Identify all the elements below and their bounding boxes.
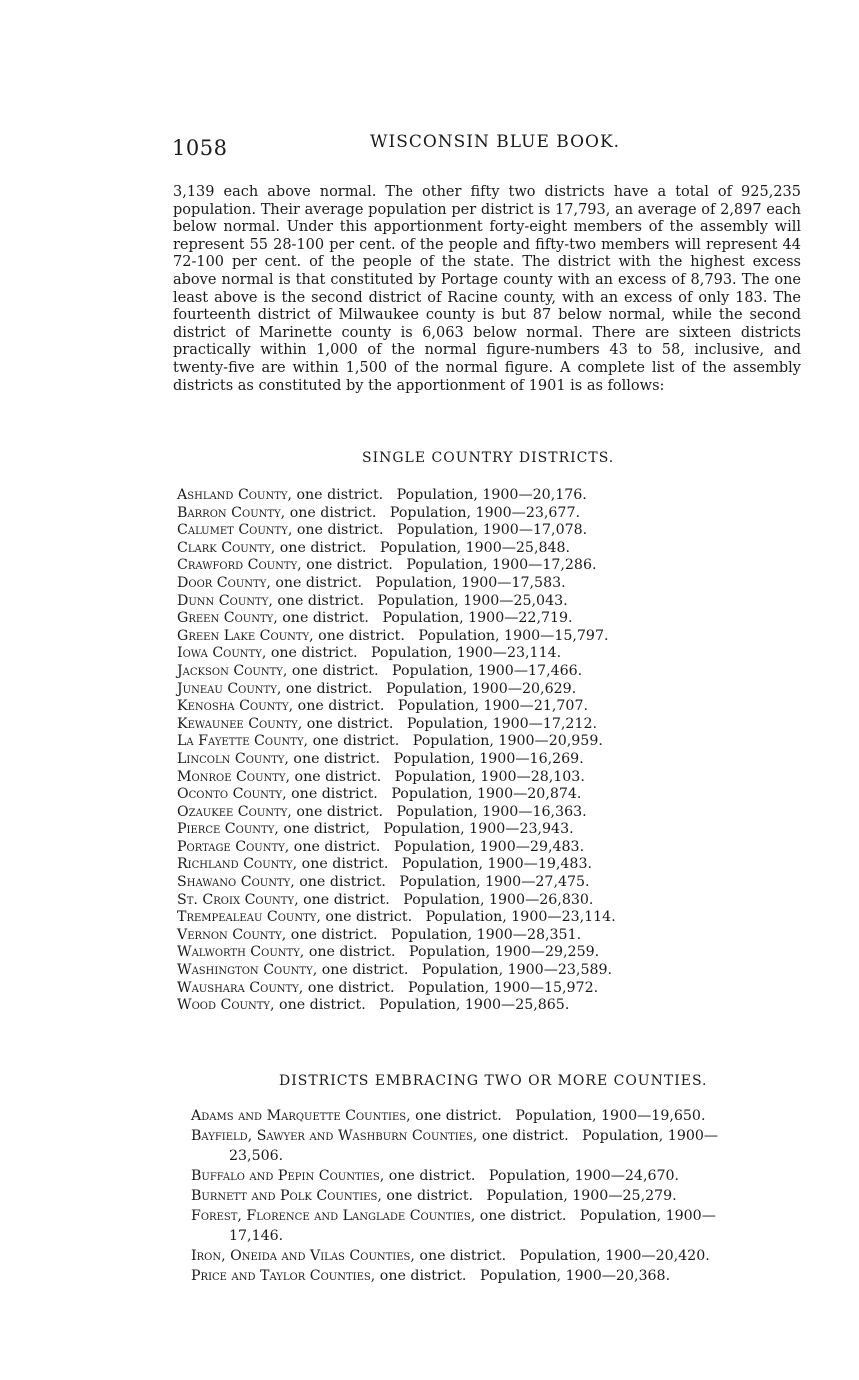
district-population: one district. Population, 1900—17,212. — [302, 715, 598, 732]
district-entry — [177, 505, 616, 523]
district-population: 17,146. — [229, 1228, 284, 1244]
county-name: Price and Taylor Counties, — [191, 1268, 376, 1284]
county-name: Juneau County, — [177, 680, 282, 697]
district-entry — [177, 927, 616, 945]
district-entry — [177, 593, 616, 611]
county-name: Clark County, — [177, 539, 276, 556]
district-population: one district. Population, 1900—28,103. — [290, 768, 585, 785]
county-name: Monroe County, — [177, 768, 291, 785]
district-population: one district. Population, 1900—23,114. — [320, 909, 616, 926]
district-population: one district. Population, 1900—21,707. — [293, 698, 588, 715]
district-entry — [177, 540, 616, 558]
district-entry — [177, 909, 616, 927]
district-population: one district. Population, 1900—17,466. — [287, 662, 583, 679]
district-population: one district. Population, 1900—23,677. — [285, 504, 581, 521]
county-name: Barron County, — [177, 504, 286, 521]
multi-districts-heading: DISTRICTS EMBRACING TWO OR MORE COUNTIES. — [279, 1073, 708, 1089]
county-name: Washington County, — [177, 962, 318, 979]
county-name: Green Lake County, — [177, 627, 314, 644]
district-population: one district. Population, 1900—16,363. — [291, 803, 587, 820]
district-entry — [177, 786, 616, 804]
county-name: Forest, Florence and Langlade Counties, — [191, 1208, 476, 1224]
district-population: one district. Population, 1900—15,972. — [303, 979, 599, 996]
county-name: Walworth County, — [177, 944, 305, 961]
district-entry — [177, 839, 616, 857]
district-entry — [191, 1106, 718, 1126]
county-name: Waushara County, — [177, 979, 304, 996]
district-entry — [177, 733, 616, 751]
district-population: one district. Population, 1900—29,483. — [289, 838, 585, 855]
district-entry — [191, 1246, 718, 1266]
district-entry — [177, 487, 616, 505]
district-entry — [177, 944, 616, 962]
district-population: one district, Population, 1900—23,943. — [278, 821, 574, 838]
county-name: Bayfield, Sawyer and Washburn Counties, — [191, 1128, 478, 1144]
district-population: one district. Population, 1900—22,719. — [277, 610, 573, 627]
county-name: Green County, — [177, 610, 278, 627]
county-name: Calumet County, — [177, 522, 293, 539]
district-population: one district. Population, 1900—16,269. — [288, 750, 584, 767]
district-entry — [177, 557, 616, 575]
county-name: Richland County, — [177, 856, 298, 873]
district-population: one district. Population, 1900—17,583. — [270, 574, 566, 591]
county-name: Pierce County, — [177, 821, 279, 838]
district-entry — [177, 962, 616, 980]
district-population: one district. Population, 1900—17,078. — [292, 522, 588, 539]
district-population: one district. Population, 1900—20,420. — [414, 1248, 710, 1264]
district-population: one district. Population, 1900— — [477, 1128, 719, 1144]
county-name: Kewaunee County, — [177, 715, 303, 732]
district-entry — [177, 681, 616, 699]
district-population: one district. Population, 1900— — [475, 1208, 716, 1224]
district-population: one district. Population, 1900—20,629. — [281, 680, 577, 697]
district-entry — [177, 610, 616, 628]
district-entry — [191, 1186, 718, 1206]
district-population: one district. Population, 1900—28,351. — [286, 926, 582, 943]
district-entry — [177, 716, 616, 734]
district-population: one district. Population, 1900—20,959. — [308, 733, 603, 750]
district-entry — [177, 980, 616, 998]
running-title: WISCONSIN BLUE BOOK. — [370, 132, 621, 152]
county-name: Wood County, — [177, 997, 275, 1014]
district-population: one district. Population, 1900—24,670. — [384, 1168, 680, 1184]
district-population: one district. Population, 1900—26,830. — [298, 891, 594, 908]
single-districts-heading: SINGLE COUNTRY DISTRICTS. — [362, 450, 615, 466]
district-entry — [177, 892, 616, 910]
district-population: 23,506. — [229, 1148, 284, 1164]
district-population: one district. Population, 1900—27,475. — [294, 874, 590, 891]
county-name: Iron, Oneida and Vilas Counties, — [191, 1248, 415, 1264]
page-header — [172, 132, 812, 162]
county-name: Trempealeau County, — [177, 909, 321, 926]
county-name: Lincoln County, — [177, 750, 289, 767]
county-name: Oconto County, — [177, 786, 287, 803]
district-entry — [191, 1166, 718, 1186]
district-entry — [177, 645, 616, 663]
district-population: one district. Population, 1900—20,176. — [291, 487, 587, 503]
county-name: Jackson County, — [177, 662, 288, 679]
county-name: Iowa County, — [177, 645, 267, 662]
district-population: one district. Population, 1900—25,865. — [274, 997, 570, 1014]
district-population: one district. Population, 1900—15,797. — [313, 627, 609, 644]
district-entry — [177, 769, 616, 787]
district-entry — [177, 804, 616, 822]
district-entry — [177, 856, 616, 874]
district-entry — [191, 1266, 718, 1286]
district-entry — [177, 663, 616, 681]
county-name: Vernon County, — [177, 926, 287, 943]
county-name: Adams and Marquette Counties, — [191, 1108, 411, 1124]
district-entry — [177, 821, 616, 839]
single-districts-list — [177, 487, 616, 1015]
county-name: Ashland County, — [177, 487, 292, 503]
district-population: one district. Population, 1900—25,043. — [272, 592, 568, 609]
district-entry — [177, 628, 616, 646]
district-entry — [177, 874, 616, 892]
county-name: Buffalo and Pepin Counties, — [191, 1168, 385, 1184]
district-entry — [191, 1146, 718, 1166]
intro-paragraph: 3,139 each above normal. The other fifty two districts have a total of 925,235 population. Their average population per district is 17,793, an average of 2,897 each below normal. Under this apportionment forty-eight members of the assembly will represent 55 28-100 per cent. of the people and fifty-two members will represent 44 72-100 per cent. of the people of the state. The district with the highest excess above normal is that constituted by Portage county with an excess of 8,793. The one least above is the second district of Racine county, with an excess of only 183. The fourteenth district of Milwaukee county is but 87 below normal, while the second district of Marinette county is 6,063 below normal. There are sixteen districts practically within 1,000 of the normal figure-numbers 43 to 58, inclusive, and twenty-five are within 1,500 of the normal figure. A complete list of the assembly districts as constituted by the apportionment of 1901 is as follows: — [173, 184, 801, 394]
county-name: La Fayette County, — [177, 733, 309, 750]
district-entry — [191, 1226, 718, 1246]
district-entry — [191, 1206, 718, 1226]
district-entry — [177, 751, 616, 769]
county-name: Dunn County, — [177, 592, 273, 609]
county-name: Ozaukee County, — [177, 803, 292, 820]
district-entry — [177, 522, 616, 540]
district-population: one district. Population, 1900—29,259. — [304, 944, 600, 961]
multi-districts-list — [191, 1106, 718, 1286]
district-entry — [177, 698, 616, 716]
district-population: one district. Population, 1900—25,848. — [275, 539, 571, 556]
county-name: Burnett and Polk Counties, — [191, 1188, 382, 1204]
district-population: one district. Population, 1900—23,114. — [266, 645, 562, 662]
county-name: Portage County, — [177, 838, 290, 855]
district-population: one district. Population, 1900—17,286. — [301, 557, 597, 574]
county-name: Crawford County, — [177, 557, 302, 574]
district-entry — [191, 1126, 718, 1146]
page-number: 1058 — [172, 136, 228, 160]
district-population: one district. Population, 1900—25,279. — [381, 1188, 677, 1204]
district-population: one district. Population, 1900—19,483. — [297, 856, 592, 873]
county-name: Kenosha County, — [177, 698, 294, 715]
district-population: one district. Population, 1900—23,589. — [317, 962, 613, 979]
district-entry — [177, 997, 616, 1015]
county-name: St. Croix County, — [177, 891, 299, 908]
district-population: one district. Population, 1900—19,650. — [410, 1108, 706, 1124]
county-name: Door County, — [177, 574, 271, 591]
county-name: Shawano County, — [177, 874, 295, 891]
district-population: one district. Population, 1900—20,874. — [286, 786, 582, 803]
district-population: one district. Population, 1900—20,368. — [375, 1268, 671, 1284]
district-entry — [177, 575, 616, 593]
